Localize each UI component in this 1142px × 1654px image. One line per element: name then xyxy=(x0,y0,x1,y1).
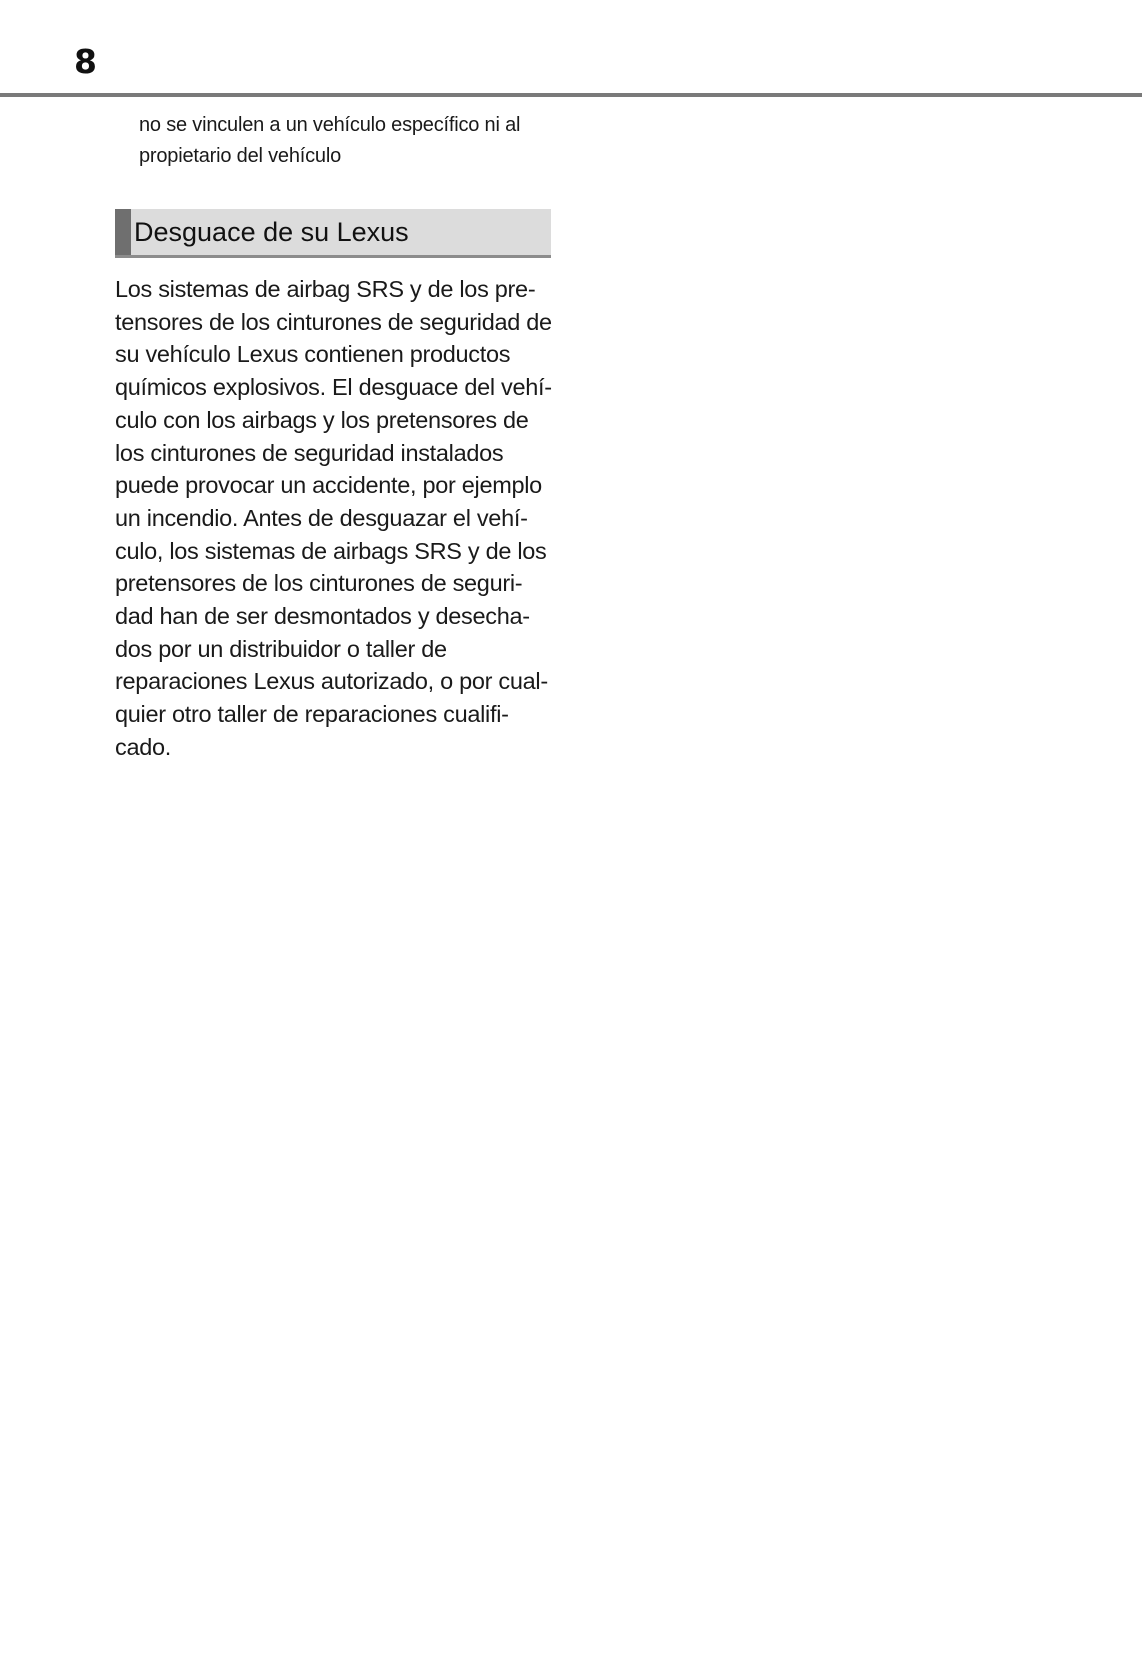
section-heading xyxy=(115,209,551,258)
body-line: cado. xyxy=(115,733,171,760)
body-line: un incendio. Antes de desguazar el vehí- xyxy=(115,504,528,531)
body-line: puede provocar un accidente, por ejemplo xyxy=(115,472,542,499)
section-title: Desguace de su Lexus xyxy=(134,217,409,247)
body-line: reparaciones Lexus autorizado, o por cual- xyxy=(115,668,548,695)
body-line: tensores de los cinturones de seguridad de xyxy=(115,308,552,335)
page-number: 8 xyxy=(74,42,97,81)
body-line: culo, los sistemas de airbags SRS y de los xyxy=(115,537,547,564)
body-line: Los sistemas de airbag SRS y de los pre- xyxy=(115,276,536,302)
body-line: químicos explosivos. El desguace del vehí- xyxy=(115,374,552,401)
header-divider xyxy=(0,93,1142,97)
body-line: pretensores de los cinturones de seguri- xyxy=(115,570,523,597)
heading-accent-bar xyxy=(115,209,131,255)
continuation-line: propietario del vehículo xyxy=(139,145,341,167)
body-line: dos por un distribuidor o taller de xyxy=(115,635,447,662)
body-line: los cinturones de seguridad instalados xyxy=(115,439,504,466)
body-line: dad han de ser desmontados y desecha- xyxy=(115,603,530,630)
body-line: culo con los airbags y los pretensores de xyxy=(115,406,529,433)
section-body xyxy=(115,273,555,764)
list-item-continuation xyxy=(139,110,579,172)
body-line: su vehículo Lexus contienen productos xyxy=(115,341,511,368)
body-line: quier otro taller de reparaciones cualifi- xyxy=(115,701,509,728)
continuation-line: no se vinculen a un vehículo específico ni al xyxy=(139,114,521,136)
